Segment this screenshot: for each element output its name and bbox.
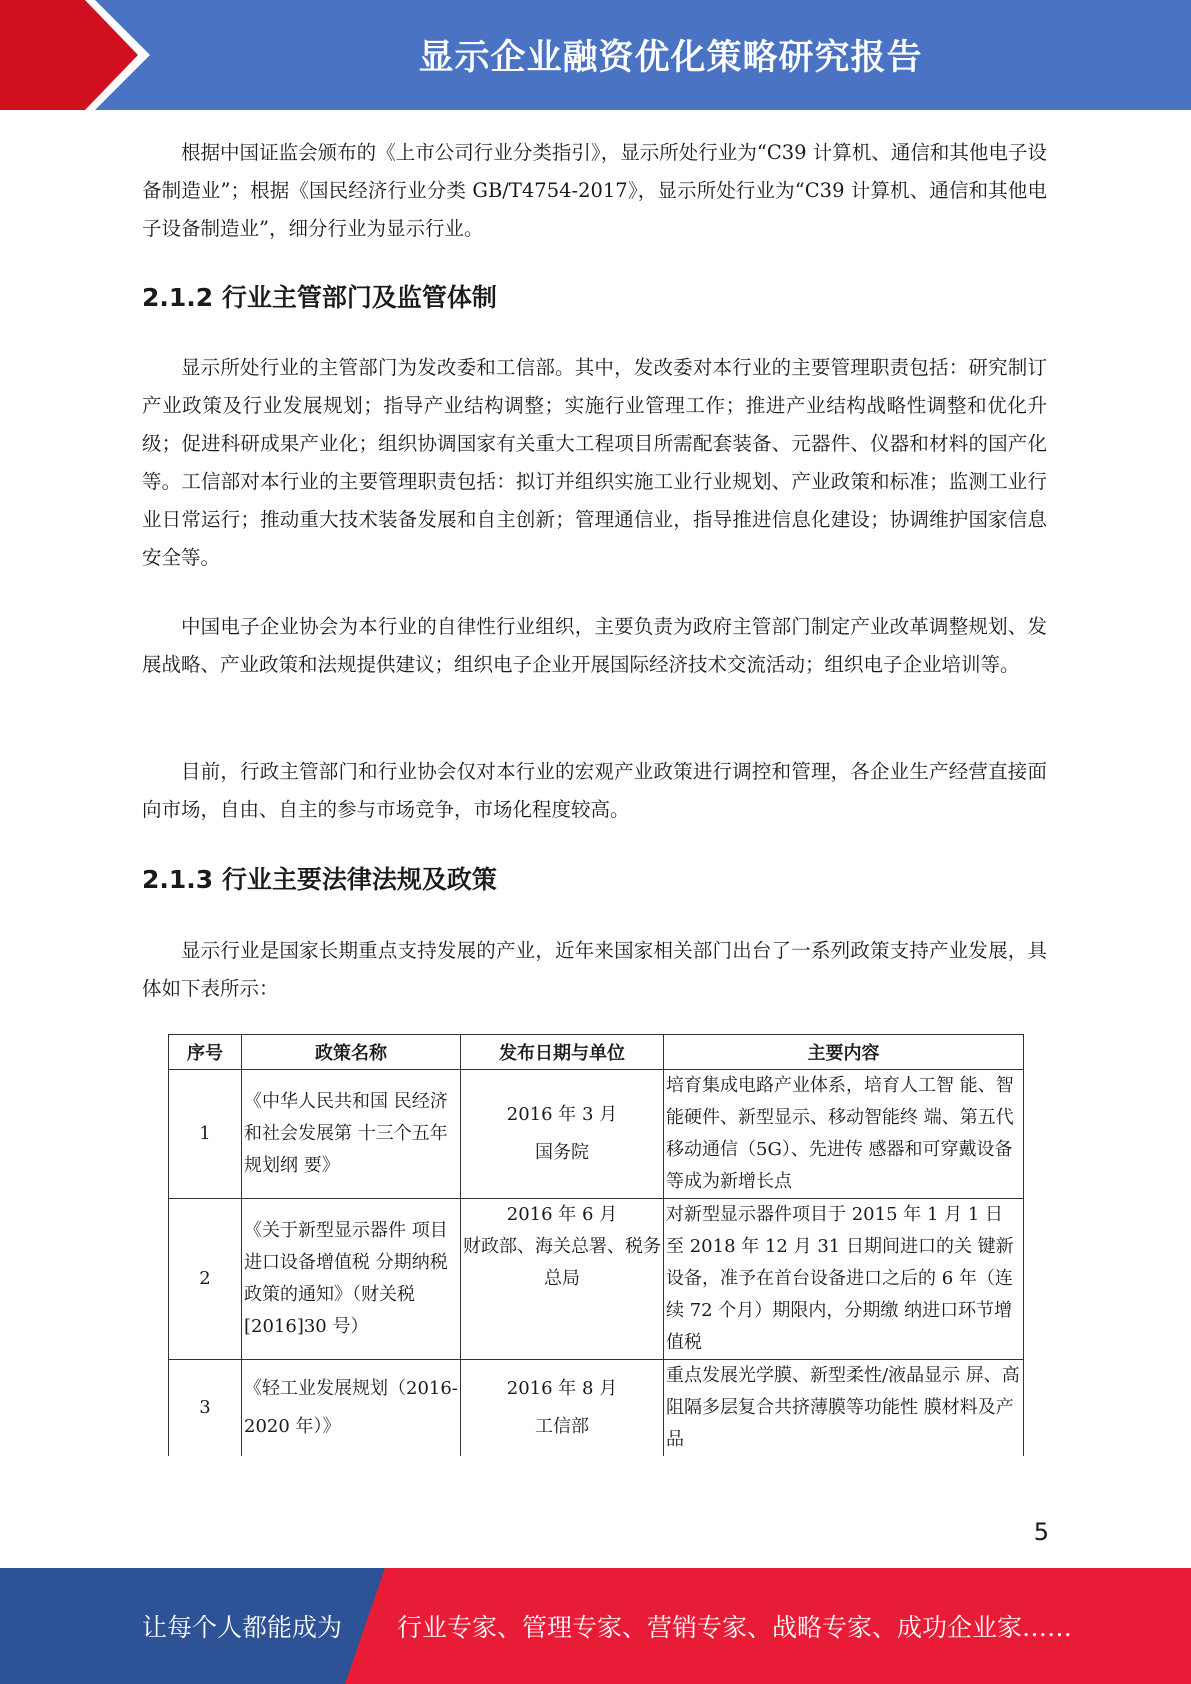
- publish-date: 2016 年 8 月: [506, 1378, 618, 1399]
- regulator-paragraph: 显示所处行业的主管部门为发改委和工信部。其中，发改委对本行业的主要管理职责包括：研究制订产业政策及行业发展规划；指导产业结构调整；实施行业管理工作；推进产业结构战略性调整和优化升级；促进科研成果产业化；组织协调国家有关重大工程项目所需配套装备、元器件、仪器和材料的国产化等。工信部对本行业的主要管理职责包括：拟订并组织实施工业行业规划、产业政策和标准；监测工业行业日常运行；推动重大技术装备发展和自主创新；管理通信业，指导推进信息化建设；协调维护国家信息安全等。: [142, 356, 1047, 569]
- publish-info: [461, 1360, 664, 1457]
- publish-date: 2016 年 3 月: [506, 1104, 618, 1125]
- publish-unit: 工信部: [535, 1416, 589, 1437]
- policy-intro-paragraph: 显示行业是国家长期重点支持发展的产业，近年来国家相关部门出台了一系列政策支持产业发展，具体如下表所示：: [142, 939, 1047, 1000]
- header-red-arrow-shape: [0, 0, 160, 110]
- page-number: 5: [1033, 1518, 1049, 1546]
- section-heading-2-1-2: 2.1.2 行业主管部门及监管体制: [142, 283, 497, 312]
- table-row: [169, 1199, 1024, 1360]
- publish-unit: 财政部、海关总署、税务总局: [463, 1236, 661, 1289]
- policy-table: [168, 1034, 1024, 1456]
- policy-name: 《中华人民共和国 民经济和社会发展第 十三个五年规划纲 要》: [242, 1070, 461, 1199]
- table-row: [169, 1360, 1024, 1457]
- policy-content: 对新型显示器件项目于 2015 年 1 月 1 日至 2018 年 12 月 31 日期间进口的关 键新设备，准予在首台设备进口之后的 6 年（连续 72 个月）期限内，分期缴 纳进口环节增值税: [664, 1199, 1024, 1360]
- policy-name: 《关于新型显示器件 项目进口设备增值税 分期纳税政策的通知》（财关税[2016]30 号）: [242, 1199, 461, 1360]
- publish-date: 2016 年 6 月: [506, 1204, 618, 1225]
- row-number: 1: [169, 1070, 242, 1199]
- footer-slogan-left: 让每个人都能成为: [142, 1613, 343, 1642]
- row-number: 3: [169, 1360, 242, 1457]
- row-number: 2: [169, 1199, 242, 1360]
- policy-name: 《轻工业发展规划（2016-2020 年）》: [242, 1360, 461, 1457]
- publish-info: [461, 1070, 664, 1199]
- column-header-content: 主要内容: [664, 1035, 1024, 1070]
- policy-content: 重点发展光学膜、新型柔性/液晶显示 屏、高阻隔多层复合共挤薄膜等功能性 膜材料及产品: [664, 1360, 1024, 1457]
- policy-content: 培育集成电路产业体系，培育人工智 能、智能硬件、新型显示、移动智能终 端、第五代移动通信（5G）、先进传 感器和可穿戴设备等成为新增长点: [664, 1070, 1024, 1199]
- column-header-num: 序号: [169, 1035, 242, 1070]
- intro-paragraph: 根据中国证监会颁布的《上市公司行业分类指引》，显示所处行业为“C39 计算机、通信和其他电子设备制造业”；根据《国民经济行业分类 GB/T4754-2017》，显示所处行业为“C39 计算机、通信和其他电子设备制造业”，细分行业为显示行业。: [142, 141, 1047, 240]
- market-paragraph: 目前，行政主管部门和行业协会仅对本行业的宏观产业政策进行调控和管理，各企业生产经营直接面向市场，自由、自主的参与市场竞争，市场化程度较高。: [142, 760, 1047, 821]
- footer-slogan-right: 行业专家、管理专家、营销专家、战略专家、成功企业家……: [397, 1613, 1073, 1642]
- page-footer: [0, 1568, 1191, 1684]
- section-heading-2-1-3: 2.1.3 行业主要法律法规及政策: [142, 865, 497, 894]
- page-header: [0, 0, 1191, 110]
- column-header-name: 政策名称: [242, 1035, 461, 1070]
- association-paragraph: 中国电子企业协会为本行业的自律性行业组织，主要负责为政府主管部门制定产业改革调整规划、发展战略、产业政策和法规提供建议；组织电子企业开展国际经济技术交流活动；组织电子企业培训等。: [142, 615, 1047, 676]
- report-title: 显示企业融资优化策略研究报告: [418, 38, 923, 78]
- table-header-row: [169, 1035, 1024, 1070]
- publish-info: [461, 1199, 664, 1360]
- publish-unit: 国务院: [535, 1142, 589, 1163]
- table-row: [169, 1070, 1024, 1199]
- column-header-date: 发布日期与单位: [461, 1035, 664, 1070]
